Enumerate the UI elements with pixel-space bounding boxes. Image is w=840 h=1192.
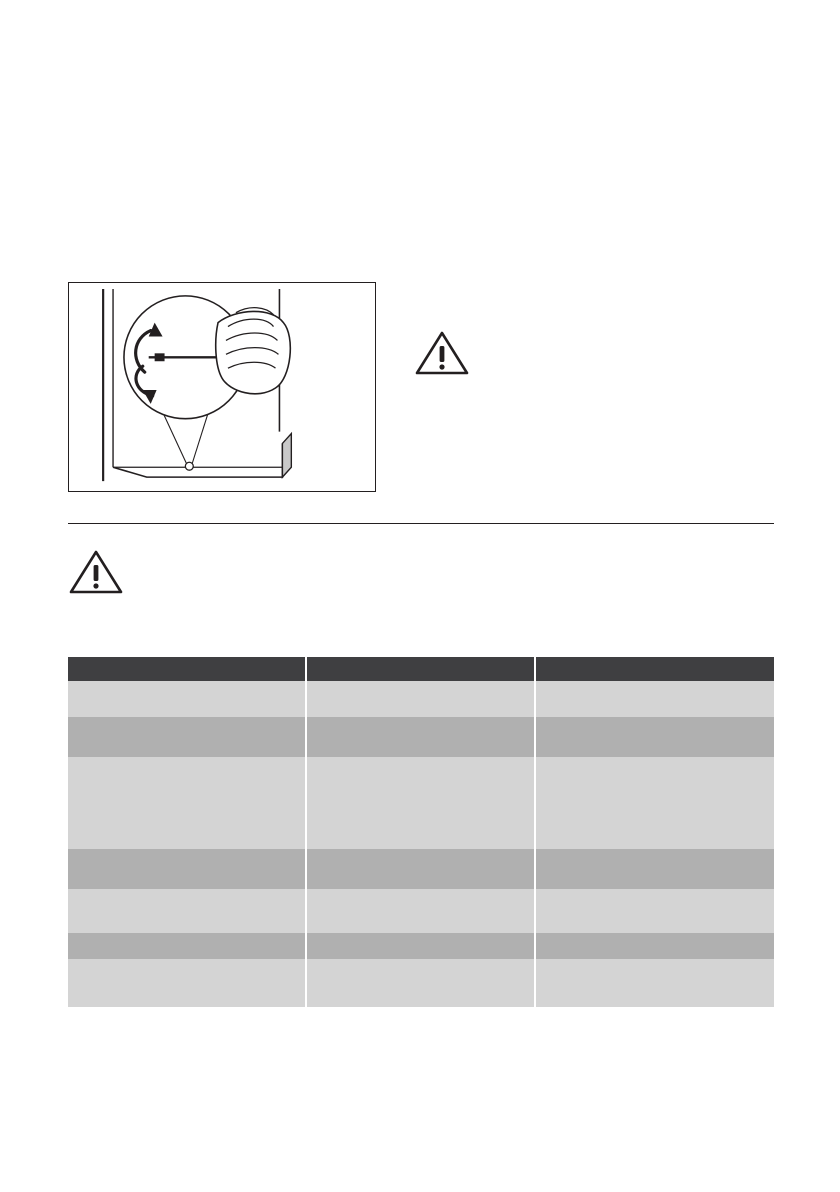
table-cell bbox=[306, 757, 535, 849]
table-cell bbox=[68, 681, 306, 717]
table-row bbox=[68, 757, 774, 849]
table-row bbox=[68, 959, 774, 1007]
section-divider bbox=[68, 523, 774, 524]
table-cell bbox=[535, 681, 774, 717]
table-cell bbox=[306, 717, 535, 757]
column-header-2 bbox=[306, 657, 535, 681]
table-cell bbox=[535, 933, 774, 959]
figure-row bbox=[68, 282, 774, 494]
table-cell bbox=[68, 959, 306, 1007]
warning-triangle-section bbox=[68, 548, 124, 596]
table-row bbox=[68, 681, 774, 717]
table-row bbox=[68, 933, 774, 959]
warning-triangle-figure bbox=[414, 329, 470, 377]
table-cell bbox=[535, 889, 774, 933]
table-cell bbox=[306, 681, 535, 717]
table-cell bbox=[68, 849, 306, 889]
table-cell bbox=[306, 933, 535, 959]
table-cell bbox=[306, 889, 535, 933]
table-cell bbox=[68, 757, 306, 849]
door-reversal-screw-illustration bbox=[68, 282, 376, 492]
table-row bbox=[68, 717, 774, 757]
table-row bbox=[68, 889, 774, 933]
table-cell bbox=[535, 717, 774, 757]
table-cell bbox=[306, 959, 535, 1007]
troubleshooting-table bbox=[68, 657, 774, 1007]
table-cell bbox=[535, 757, 774, 849]
table-header-row bbox=[68, 657, 774, 681]
table-row bbox=[68, 849, 774, 889]
table-cell bbox=[68, 717, 306, 757]
column-header-1 bbox=[68, 657, 306, 681]
illustration-svg bbox=[69, 283, 375, 491]
table-cell bbox=[68, 889, 306, 933]
warning-triangle-icon bbox=[68, 548, 124, 596]
table-cell bbox=[306, 849, 535, 889]
column-header-3 bbox=[535, 657, 774, 681]
table-cell bbox=[535, 849, 774, 889]
table-cell bbox=[535, 959, 774, 1007]
warning-triangle-icon bbox=[414, 329, 470, 377]
data-table bbox=[68, 657, 774, 1007]
table-cell bbox=[68, 933, 306, 959]
